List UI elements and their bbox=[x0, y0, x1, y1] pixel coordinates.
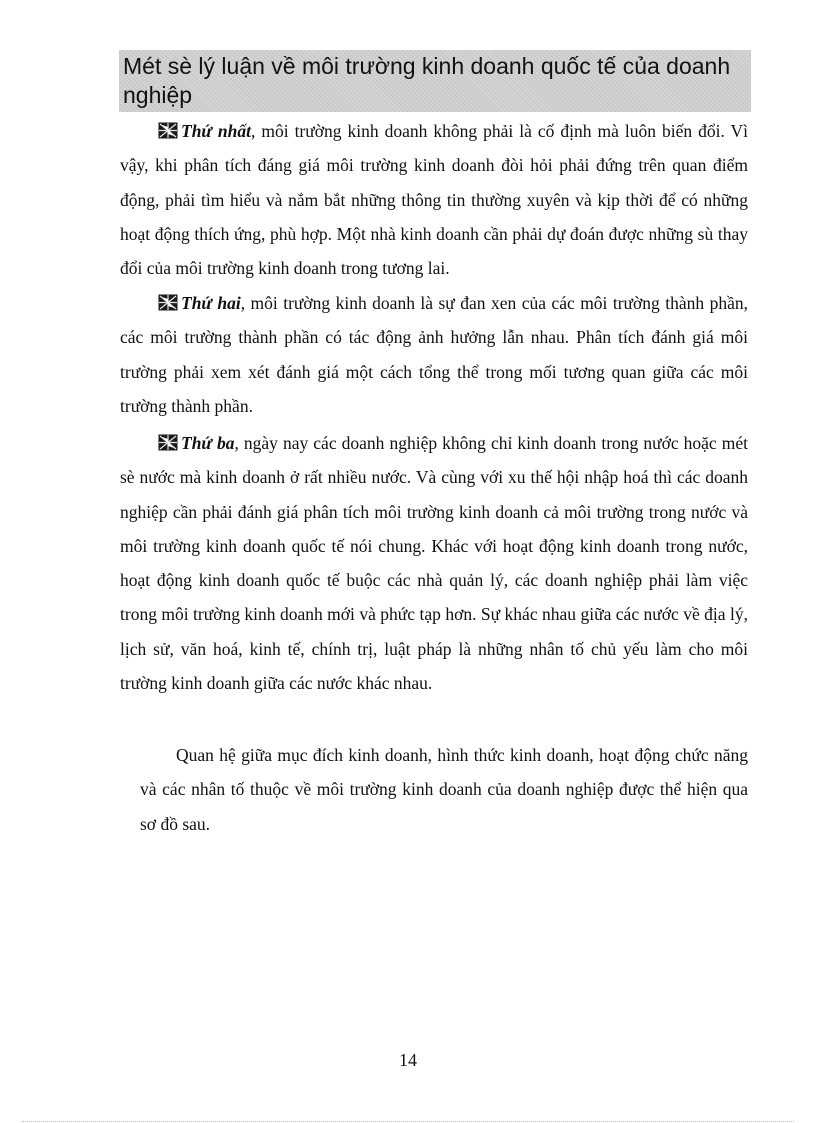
paragraph-lead: Thứ hai bbox=[181, 293, 241, 313]
paragraph-text: , môi trường kinh doanh không phải là cố định mà luôn biến đổi. Vì vậy, khi phân tích đáng giá môi trường kinh doanh đòi hỏi phải đứng trên quan điểm động, phải tìm hiểu và nắm bắt những thông tin thường xuyên và kịp thời để có những hoạt động thích ứng, phù hợp. Một nhà kinh doanh cần phải dự đoán được những sù thay đổi của môi trường kinh doanh trong tương lai. bbox=[120, 121, 748, 279]
page-bottom-border bbox=[22, 1121, 794, 1122]
paragraph-second bbox=[120, 286, 748, 423]
section-heading: Mét sè lý luận về môi trường kinh doanh quốc tế của doanh nghiệp bbox=[119, 50, 751, 112]
paragraph-first bbox=[120, 114, 748, 285]
windmill-bullet-icon bbox=[158, 122, 178, 139]
paragraph-third bbox=[120, 426, 748, 700]
paragraph-text: , ngày nay các doanh nghiệp không chỉ kinh doanh trong nước hoặc mét sè nước mà kinh doanh ở rất nhiều nước. Và cùng với xu thế hội nhập hoá thì các doanh nghiệp cần phải đánh giá phân tích môi trường kinh doanh cả môi trường trong nước và môi trường kinh doanh quốc tế nói chung. Khác với hoạt động kinh doanh trong nước, hoạt động kinh doanh quốc tế buộc các nhà quản lý, các doanh nghiệp phải làm việc trong môi trường kinh doanh mới và phức tạp hơn. Sự khác nhau giữa các nước về địa lý, lịch sử, văn hoá, kinh tế, chính trị, luật pháp là những nhân tố chủ yếu làm cho môi trường kinh doanh giữa các nước khác nhau. bbox=[120, 433, 748, 694]
paragraph-text: , môi trường kinh doanh là sự đan xen của các môi trường thành phần, các môi trường thành phần có tác động ảnh hưởng lẫn nhau. Phân tích đánh giá môi trường phải xem xét đánh giá một cách tổng thể trong mối tương quan giữa các môi trường thành phần. bbox=[120, 293, 748, 416]
paragraph-lead: Thứ ba bbox=[181, 433, 235, 453]
paragraph-closing: Quan hệ giữa mục đích kinh doanh, hình thức kinh doanh, hoạt động chức năng và các nhân tố thuộc về môi trường kinh doanh của doanh nghiệp được thể hiện qua sơ đồ sau. bbox=[140, 745, 748, 834]
windmill-bullet-icon bbox=[158, 434, 178, 451]
page-number: 14 bbox=[399, 1050, 417, 1070]
windmill-bullet-icon bbox=[158, 294, 178, 311]
paragraph-lead: Thứ nhất bbox=[181, 121, 251, 141]
